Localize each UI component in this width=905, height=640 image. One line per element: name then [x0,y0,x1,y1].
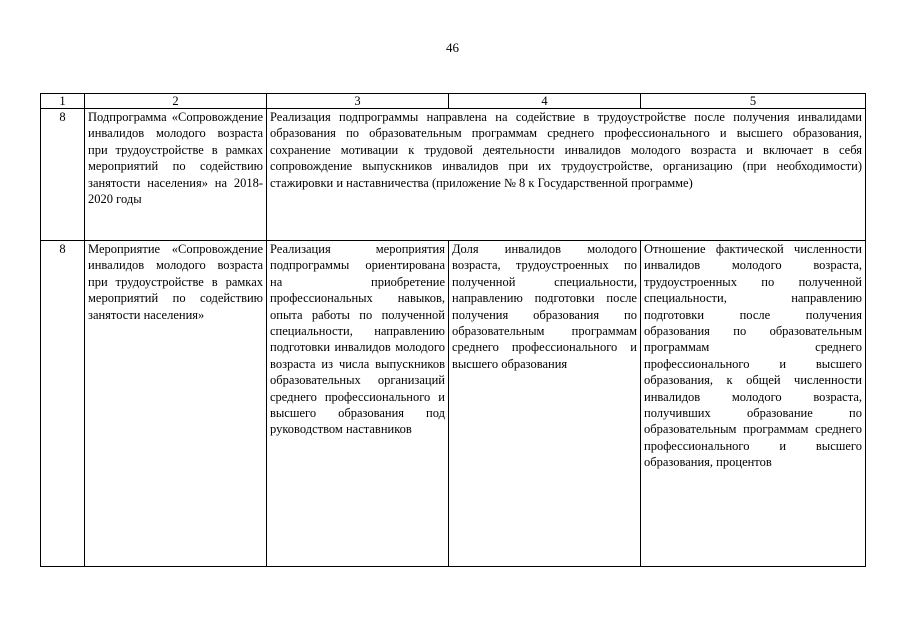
page-number: 46 [446,40,459,55]
table-row [41,241,866,567]
indicator-formula: Отношение фактической численности инвалидов молодого возраста, трудоустроенных по полученной специальности, направлению подготовки после получения образования по образовательным программам среднего профессионального и высшего образования, к общей численности инвалидов молодого возраста, получивших образование по образовательным программам среднего профессионального и высшего образования, процентов [641,241,866,567]
column-header: 1 [41,94,85,109]
subprogram-description: Реализация подпрограммы направлена на содействие в трудоустройстве после получения инвалидами образования по образовательным программам среднего профессионального и высшего образования, сохранение мотивации к трудовой деятельности инвалидов молодого возраста и включает в себя сопровождение выпускников инвалидов при их трудоустройстве, организацию (при необходимости) стажировки и наставничества (приложение № 8 к Государственной программе) [267,109,866,241]
subprogram-name: Подпрограмма «Сопровождение инвалидов молодого возраста при трудоустройстве в рамках мероприятий по содействию занятости населения» на 2018-2020 годы [85,109,267,241]
activity-name: Мероприятие «Сопровождение инвалидов молодого возраста при трудоустройстве в рамках мероприятий по содействию занятости населения» [85,241,267,567]
table-row [41,109,866,241]
table-header-row [41,94,866,109]
column-header: 4 [449,94,641,109]
row-number: 8 [41,241,85,567]
column-header: 2 [85,94,267,109]
indicator-name: Доля инвалидов молодого возраста, трудоустроенных по полученной специальности, направлению подготовки после получения образования по образовательным программам среднего профессионального и высшего образования [449,241,641,567]
column-header: 3 [267,94,449,109]
column-header: 5 [641,94,866,109]
row-number: 8 [41,109,85,241]
activity-description: Реализация мероприятия подпрограммы ориентирована на приобретение профессиональных навыков, опыта работы по полученной специальности, направлению подготовки инвалидов молодого возраста из числа выпускников образовательных организаций среднего профессионального и высшего образования под руководством наставников [267,241,449,567]
program-table [40,93,866,567]
